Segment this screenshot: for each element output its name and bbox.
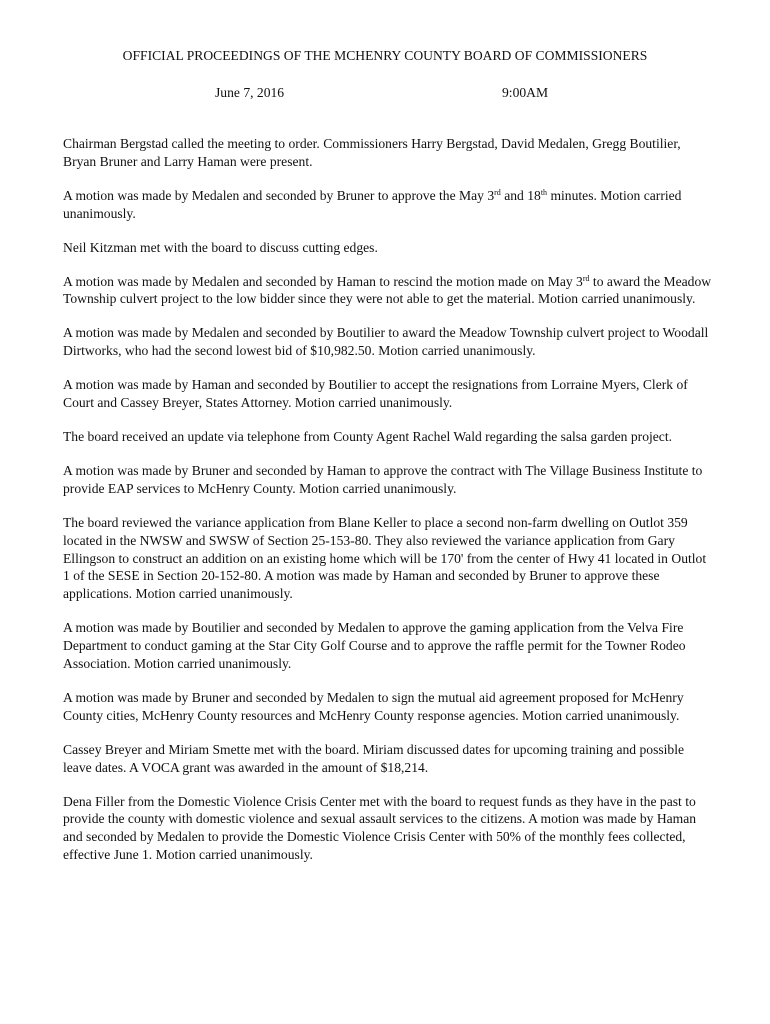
paragraph-variance-applications: The board reviewed the variance application from Blane Keller to place a second non-farm dwelling on Outlot 359 located in the NWSW and SWSW of Section 25-153-80. They also reviewed the variance application from Gary Ellingson to construct an addition on an existing home which will be 170' from the center of Hwy 41 located in Outlot 1 of the SESE in Section 20-152-80. A motion was made by Haman and seconded by Bruner to approve these applications. Motion carried unanimously.: [63, 514, 707, 602]
paragraph-mutual-aid: A motion was made by Bruner and seconded by Medalen to sign the mutual aid agreement proposed for McHenry County cities, McHenry County resources and McHenry County response agencies. Motion carried unanimously.: [63, 689, 684, 723]
paragraph-resignations: A motion was made by Haman and seconded by Boutilier to accept the resignations from Lorraine Myers, Clerk of Court and Cassey Breyer, States Attorney. Motion carried unanimously.: [63, 377, 688, 411]
document-title: OFFICIAL PROCEEDINGS OF THE MCHENRY COUNTY BOARD OF COMMISSIONERS: [122, 48, 648, 63]
paragraph-text: and 18: [500, 187, 541, 203]
paragraph-cutting-edges: Neil Kitzman met with the board to discuss cutting edges.: [63, 239, 378, 255]
paragraph-text: A motion was made by Medalen and seconded by Haman to rescind the motion made on May 3: [63, 273, 583, 289]
document-body: [63, 135, 713, 880]
paragraph-culvert-award: A motion was made by Medalen and seconded by Boutilier to award the Meadow Township culvert project to Woodall Dirtworks, who had the second lowest bid of $10,982.50. Motion carried unanimously.: [63, 325, 709, 359]
superscript-ordinal: rd: [494, 187, 501, 197]
meeting-date: June 7, 2016: [215, 85, 285, 100]
superscript-ordinal: th: [540, 187, 548, 197]
paragraph-gaming-application: A motion was made by Boutilier and seconded by Medalen to approve the gaming application from the Velva Fire Department to conduct gaming at the Star City Golf Course and to approve the raffle permit for the Towner Rodeo Association. Motion carried unanimously.: [63, 620, 686, 672]
paragraph-rescind-motion: [63, 273, 713, 309]
meeting-time: 9:00AM: [502, 85, 549, 100]
paragraph-voca-grant: Cassey Breyer and Miriam Smette met with the board. Miriam discussed dates for upcoming training and possible leave dates. A VOCA grant was awarded in the amount of $18,214.: [63, 741, 685, 775]
paragraph-text: to award the Meadow Township culvert project to the low bidder since they were not able to get the material. Motion carried unanimously.: [63, 273, 712, 307]
paragraph-text: A motion was made by Medalen and seconded by Bruner to approve the May 3: [63, 187, 495, 203]
paragraph-text: minutes. Motion carried unanimously.: [63, 187, 682, 221]
superscript-ordinal: rd: [582, 273, 590, 283]
paragraph-eap-contract: A motion was made by Bruner and seconded by Haman to approve the contract with The Village Business Institute to provide EAP services to McHenry County. Motion carried unanimously.: [63, 462, 703, 496]
paragraph-salsa-garden: The board received an update via telephone from County Agent Rachel Wald regarding the salsa garden project.: [63, 428, 673, 444]
paragraph-minutes-approval: [63, 187, 713, 223]
paragraph-call-to-order: Chairman Bergstad called the meeting to order. Commissioners Harry Bergstad, David Medalen, Gregg Boutilier, Bryan Bruner and Larry Haman were present.: [63, 136, 681, 169]
paragraph-crisis-center: Dena Filler from the Domestic Violence Crisis Center met with the board to request funds as they have in the past to provide the county with domestic violence and sexual assault services to the citizens. A motion was made by Haman and seconded by Medalen to provide the Domestic Violence Crisis Center with 50% of the monthly fees collected, effective June 1. Motion carried unanimously.: [63, 793, 697, 863]
